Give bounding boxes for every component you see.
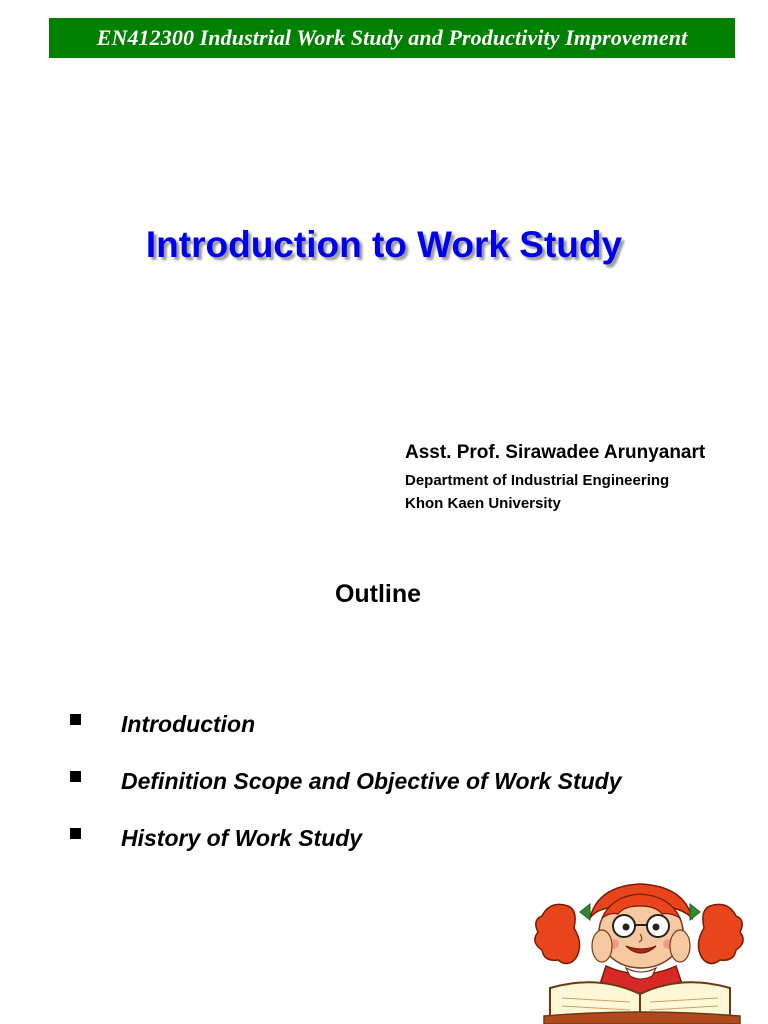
outline-item-label: History of Work Study bbox=[121, 825, 363, 851]
square-bullet-icon bbox=[70, 828, 81, 839]
author-university: Khon Kaen University bbox=[405, 495, 561, 512]
square-bullet-icon bbox=[70, 771, 81, 782]
author-department: Department of Industrial Engineering bbox=[405, 472, 670, 489]
outline-item-label: Introduction bbox=[121, 711, 256, 737]
author-block bbox=[405, 442, 705, 518]
girl-reading-book-icon bbox=[530, 878, 768, 1024]
square-bullet-icon bbox=[70, 714, 81, 725]
outline-item bbox=[70, 810, 622, 867]
course-title: EN412300 Industrial Work Study and Productivity Improvement bbox=[96, 25, 688, 50]
outline-heading: Outline bbox=[334, 580, 422, 608]
outline-item bbox=[70, 696, 622, 753]
outline-list bbox=[70, 696, 622, 867]
page-title: Introduction to Work Study bbox=[145, 224, 623, 265]
author-name: Asst. Prof. Sirawadee Arunyanart bbox=[405, 442, 706, 463]
outline-item bbox=[70, 753, 622, 810]
course-header-bar bbox=[49, 18, 735, 58]
outline-item-label: Definition Scope and Objective of Work Study bbox=[121, 768, 622, 794]
